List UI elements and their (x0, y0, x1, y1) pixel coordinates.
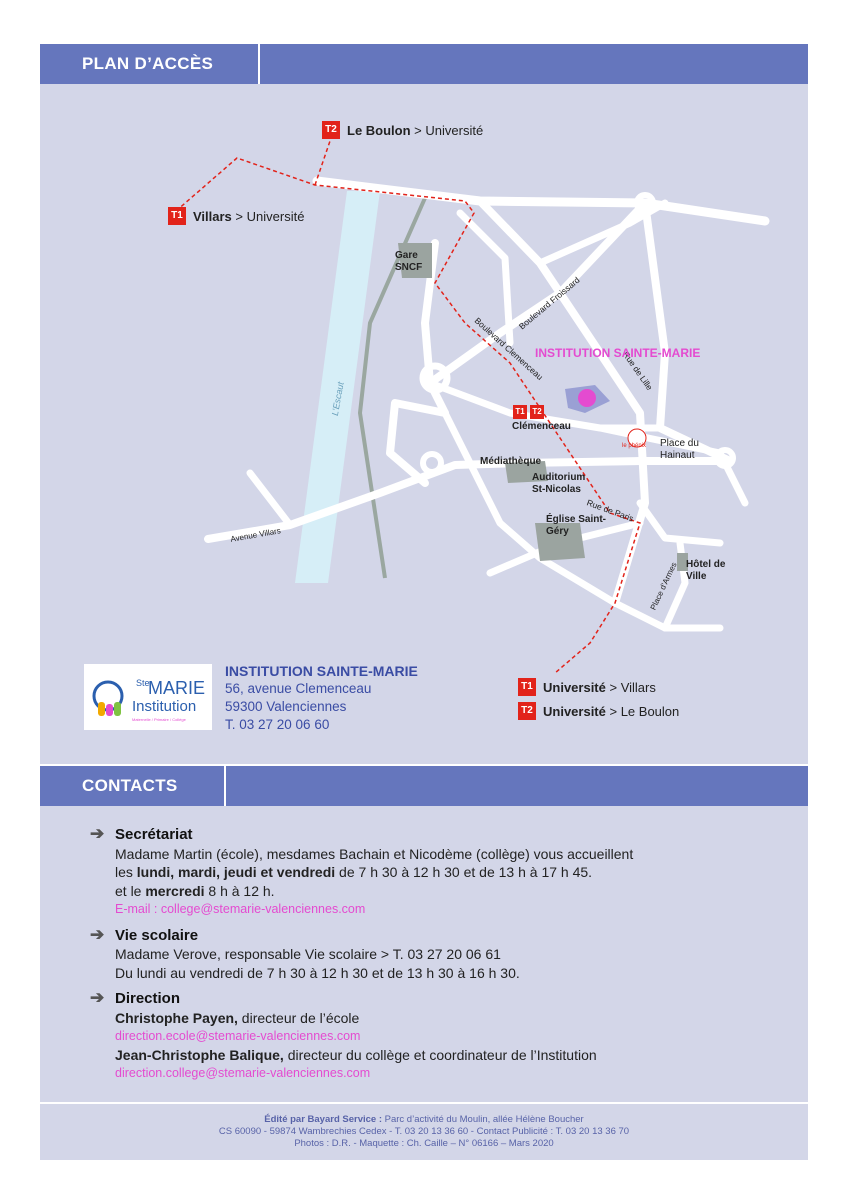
stop-dest: > Université (414, 122, 484, 138)
label-eglise: Église Saint-Géry (546, 514, 607, 537)
tram-badge: T1 (518, 678, 536, 696)
tram-badge: T2 (530, 405, 544, 419)
direction-college-email-link[interactable]: direction.college@stemarie-valenciennes.com (115, 1066, 371, 1080)
logo-marie: MARIE (148, 678, 206, 698)
stop-le-boulon (322, 121, 483, 139)
stop-villars (168, 207, 304, 225)
label-boulevard-froissard: Boulevard Froissard (516, 274, 582, 332)
stop-name: Université (543, 703, 606, 719)
address-phone[interactable]: T. 03 27 20 06 60 (225, 717, 330, 732)
stop-dest: > Le Boulon (609, 703, 680, 719)
direction-person1: Christophe Payen, directeur de l’école (115, 1009, 360, 1026)
label-hotel-ville: Hôtel de Ville (686, 559, 726, 582)
stop-name: Le Boulon (347, 122, 411, 138)
address-city: 59300 Valenciennes (225, 699, 347, 714)
label-gare: Gare SNCF (395, 250, 423, 273)
label-clemenceau: Clémenceau (512, 421, 571, 432)
direction-person2: Jean-Christophe Balique, directeur du collège et coordinateur de l’Institution (115, 1046, 597, 1063)
stop-name: Villars (193, 208, 232, 224)
vie-scolaire-line2: Du lundi au vendredi de 7 h 30 à 12 h 30 et de 13 h 30 à 16 h 30. (115, 964, 520, 981)
label-mediatheque: Médiathèque (480, 456, 542, 467)
label-place-armes: Place d’Armes (648, 560, 679, 612)
secretariat-line2: les lundi, mardi, jeudi et vendredi de 7 h 30 à 12 h 30 et de 13 h à 17 h 45. (115, 864, 593, 880)
address-street: 56, avenue Clemenceau (225, 681, 372, 696)
section-vie-scolaire (90, 924, 790, 983)
label-rue-de-paris: Rue de Paris (585, 497, 635, 524)
footer-line1: Édité par Bayard Service : Parc d’activité du Moulin, allée Hélène Boucher (264, 1114, 584, 1125)
stop-name: Université (543, 679, 606, 695)
label-rue-de-lille: Rue de Lille (620, 349, 655, 392)
stop-dest: > Université (235, 208, 305, 224)
tram-badge: T2 (518, 702, 536, 720)
logo-ste: Ste (136, 678, 150, 688)
contacts-header-band (40, 766, 808, 806)
tram-badge: T1 (168, 207, 186, 225)
contacts-list (90, 826, 790, 1091)
contacts-header-title: CONTACTS (40, 766, 226, 806)
label-escaut: L’Escaut (329, 381, 346, 417)
label-institution: INSTITUTION SAINTE-MARIE (535, 346, 701, 360)
institution-logo (84, 664, 212, 730)
address-block (225, 662, 418, 734)
section-title: Vie scolaire (115, 926, 199, 944)
section-title: Direction (115, 990, 181, 1007)
terminus-t2 (518, 702, 679, 720)
label-boulevard-clemenceau: Boulevard Clemenceau (472, 315, 545, 383)
section-title: Secrétariat (115, 826, 193, 843)
logo-tagline: Maternelle / Primaire / Collège (132, 717, 186, 722)
plan-header-title: PLAN D’ACCÈS (40, 44, 260, 84)
secretariat-line1: Madame Martin (école), mesdames Bachain et Nicodème (collège) vous accueillent (115, 845, 634, 862)
section-secretariat (90, 826, 790, 919)
institution-marker (578, 389, 596, 407)
vie-scolaire-line1: Madame Verove, responsable Vie scolaire > T. 03 27 20 06 61 (115, 946, 501, 962)
label-theatre: le phénix (622, 443, 647, 449)
stop-dest: > Villars (609, 679, 656, 695)
secretariat-line3: et le mercredi 8 h à 12 h. (115, 882, 275, 899)
address-name: INSTITUTION SAINTE-MARIE (225, 663, 418, 679)
footer-line3: Photos : D.R. - Maquette : Ch. Caille – N° 06166 – Mars 2020 (294, 1138, 554, 1149)
plan-header-band (40, 44, 808, 84)
tram-badge: T2 (322, 121, 340, 139)
footer-line2: CS 60090 - 59874 Wambrechies Cedex - T. 03 20 13 36 60 - Contact Publicité : T. 03 20 13 36 70 (218, 1126, 630, 1137)
arrow-icon: ➔ (90, 924, 105, 944)
label-auditorium: Auditorium St-Nicolas (532, 472, 586, 495)
arrow-icon: ➔ (90, 824, 105, 843)
clemenceau-badges (513, 405, 544, 419)
access-map (40, 83, 808, 763)
footer (40, 1104, 808, 1160)
section-direction (90, 990, 790, 1083)
logo-institution: Institution (132, 698, 197, 715)
label-avenue-villars: Avenue Villars (229, 526, 282, 544)
arrow-icon: ➔ (90, 988, 105, 1007)
terminus-t1 (518, 678, 656, 696)
secretariat-email-link[interactable]: E-mail : college@stemarie-valenciennes.com (115, 902, 366, 916)
tram-badge: T1 (513, 405, 527, 419)
direction-ecole-email-link[interactable]: direction.ecole@stemarie-valenciennes.com (115, 1029, 361, 1043)
label-place-hainaut: Place du Hainaut (660, 438, 699, 461)
